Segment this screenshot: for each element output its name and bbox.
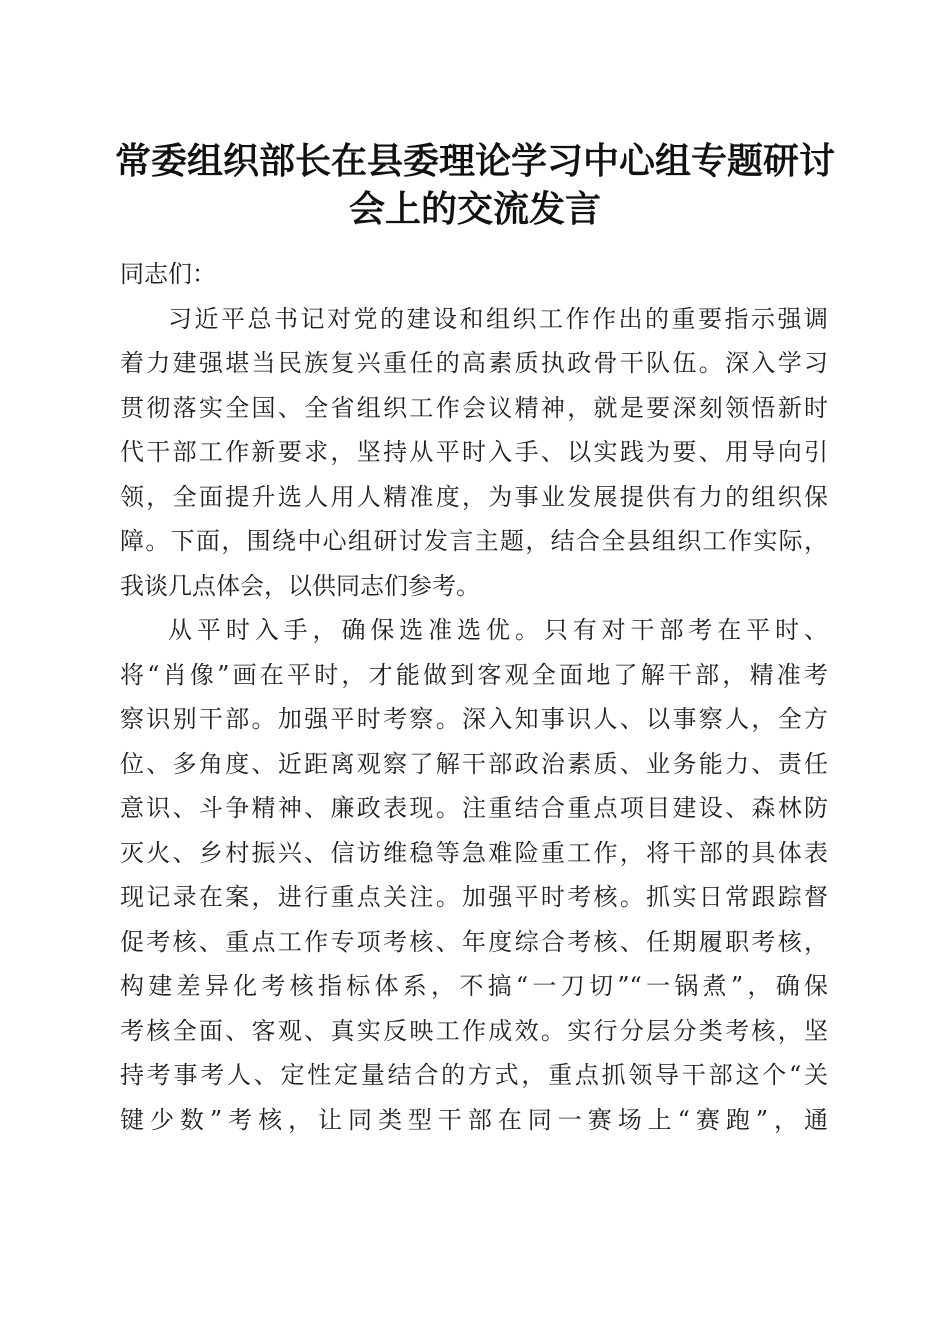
paragraph-2-line: 现记录在案，进行重点关注。加强平时考核。抓实日常跟踪督 — [120, 883, 828, 911]
paragraph-2-line: 构建差异化考核指标体系，不搞“一刀切”“一锅煮”，确保 — [120, 972, 828, 1000]
paragraph-2-line: 从平时入手，确保选准选优。只有对干部考在平时、 — [168, 616, 828, 644]
paragraph-2-line: 键少数”考核，让同类型干部在同一赛场上“赛跑”，通 — [120, 1105, 828, 1134]
paragraph-2-line: 持考事考人、定性定量结合的方式，重点抓领导干部这个“关 — [120, 1061, 828, 1089]
paragraph-2-line: 将“肖像”画在平时，才能做到客观全面地了解干部，精准考 — [120, 660, 828, 689]
paragraph-1-line: 我谈几点体会，以供同志们参考。 — [120, 571, 480, 600]
paragraph-2-line: 灭火、乡村振兴、信访维稳等急难险重工作，将干部的具体表 — [120, 838, 828, 867]
paragraph-1-line: 着力建强堪当民族复兴重任的高素质执政骨干队伍。深入学习 — [120, 349, 828, 377]
paragraph-2-line: 察识别干部。加强平时考察。深入知事识人、以事察人，全方 — [120, 705, 828, 733]
paragraph-2-line: 考核全面、客观、真实反映工作成效。实行分层分类考核，坚 — [120, 1016, 828, 1045]
document-body — [120, 252, 828, 1142]
paragraph-2-line: 意识、斗争精神、廉政表现。注重结合重点项目建设、森林防 — [120, 794, 828, 822]
salutation: 同志们： — [120, 260, 216, 288]
document-title-line-2: 会上的交流发言 — [348, 188, 601, 230]
paragraph-1-line: 障。下面，围绕中心组研讨发言主题，结合全县组织工作实际， — [120, 527, 828, 555]
document-title-line-1: 常委组织部长在县委理论学习中心组专题研讨 — [114, 140, 835, 182]
paragraph-1-line: 贯彻落实全国、全省组织工作会议精神，就是要深刻领悟新时 — [120, 393, 828, 422]
paragraph-1-line: 领，全面提升选人用人精准度，为事业发展提供有力的组织保 — [120, 482, 828, 511]
paragraph-1-line: 习近平总书记对党的建设和组织工作作出的重要指示强调 — [168, 304, 828, 333]
paragraph-2-line: 位、多角度、近距离观察了解干部政治素质、业务能力、责任 — [120, 749, 828, 778]
paragraph-1-line: 代干部工作新要求，坚持从平时入手、以实践为要、用导向引 — [120, 438, 828, 466]
paragraph-2-line: 促考核、重点工作专项考核、年度综合考核、任期履职考核， — [120, 927, 828, 956]
